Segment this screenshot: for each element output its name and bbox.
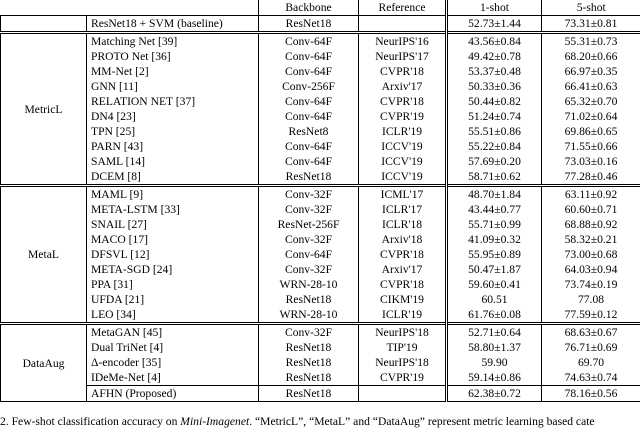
backbone-cell: ResNet18 bbox=[259, 355, 359, 370]
method-cell: MAML [9] bbox=[87, 186, 259, 203]
caption-prefix: 2. Few-shot classification accuracy on bbox=[0, 415, 181, 428]
one-shot-cell: 53.37±0.48 bbox=[447, 64, 542, 79]
five-shot-cell: 73.74±0.19 bbox=[542, 277, 640, 292]
method-cell: Δ-encoder [35] bbox=[87, 355, 259, 370]
method-cell: UFDA [21] bbox=[87, 292, 259, 307]
reference-cell: ICCV'19 bbox=[359, 154, 447, 169]
one-shot-cell: 61.76±0.08 bbox=[447, 307, 542, 324]
reference-cell: CVPR'19 bbox=[359, 109, 447, 124]
group-label-metal: MetaL bbox=[1, 186, 87, 324]
one-shot-cell: 49.42±0.78 bbox=[447, 49, 542, 64]
reference-cell: ICLR'19 bbox=[359, 307, 447, 324]
five-shot-cell: 68.20±0.66 bbox=[542, 49, 640, 64]
backbone-cell: ResNet18 bbox=[259, 340, 359, 355]
one-shot-cell: 55.22±0.84 bbox=[447, 139, 542, 154]
one-shot-cell: 59.90 bbox=[447, 355, 542, 370]
reference-cell: CVPR'18 bbox=[359, 94, 447, 109]
five-shot-cell: 71.02±0.64 bbox=[542, 109, 640, 124]
five-shot-cell: 64.03±0.94 bbox=[542, 262, 640, 277]
five-shot-cell: 60.60±0.71 bbox=[542, 202, 640, 217]
reference-cell: ICLR'19 bbox=[359, 124, 447, 139]
caption-suffix: . “MetricL”, “MetaL” and “DataAug” represent metric learning based cate bbox=[249, 415, 595, 428]
method-cell: TPN [25] bbox=[87, 124, 259, 139]
one-shot-cell: 59.60±0.41 bbox=[447, 277, 542, 292]
header-row bbox=[1, 0, 640, 16]
one-shot-cell: 55.71±0.99 bbox=[447, 217, 542, 232]
five-shot-cell: 73.00±0.68 bbox=[542, 247, 640, 262]
backbone-cell: Conv-32F bbox=[259, 202, 359, 217]
method-cell: META-SGD [24] bbox=[87, 262, 259, 277]
method-cell: PROTO Net [36] bbox=[87, 49, 259, 64]
method-cell: IDeMe-Net [4] bbox=[87, 370, 259, 386]
table-row bbox=[1, 307, 640, 324]
table-row bbox=[1, 49, 640, 64]
one-shot-cell: 51.24±0.74 bbox=[447, 109, 542, 124]
method-cell: SNAIL [27] bbox=[87, 217, 259, 232]
table-row bbox=[1, 139, 640, 154]
backbone-cell: Conv-64F bbox=[259, 49, 359, 64]
header-cell-backbone: Backbone bbox=[259, 0, 359, 16]
backbone-cell: ResNet8 bbox=[259, 124, 359, 139]
one-shot-cell: 55.51±0.86 bbox=[447, 124, 542, 139]
method-cell: PARN [43] bbox=[87, 139, 259, 154]
table-row bbox=[1, 33, 640, 50]
method-cell: AFHN (Proposed) bbox=[87, 386, 259, 402]
one-shot-cell: 55.95±0.89 bbox=[447, 247, 542, 262]
reference-cell: Arxiv'18 bbox=[359, 232, 447, 247]
five-shot-cell: 77.08 bbox=[542, 292, 640, 307]
backbone-cell: Conv-256F bbox=[259, 79, 359, 94]
reference-cell: NeurIPS'18 bbox=[359, 355, 447, 370]
method-cell: LEO [34] bbox=[87, 307, 259, 324]
method-cell: SAML [14] bbox=[87, 154, 259, 169]
group-label-metricl: MetricL bbox=[1, 33, 87, 186]
table-row bbox=[1, 340, 640, 355]
reference-cell bbox=[359, 386, 447, 402]
five-shot-cell: 69.86±0.65 bbox=[542, 124, 640, 139]
backbone-cell: ResNet18 bbox=[259, 370, 359, 386]
table-row bbox=[1, 324, 640, 341]
method-cell: GNN [11] bbox=[87, 79, 259, 94]
header-cell-1shot: 1-shot bbox=[447, 0, 542, 16]
one-shot-cell: 48.70±1.84 bbox=[447, 186, 542, 203]
one-shot-cell: 52.71±0.64 bbox=[447, 324, 542, 341]
table-row bbox=[1, 94, 640, 109]
one-shot-cell: 58.71±0.62 bbox=[447, 169, 542, 186]
backbone-cell: Conv-32F bbox=[259, 232, 359, 247]
one-shot-cell: 50.44±0.82 bbox=[447, 94, 542, 109]
reference-cell: ICLR'18 bbox=[359, 217, 447, 232]
five-shot-cell: 78.16±0.56 bbox=[542, 386, 640, 402]
group-cell-empty bbox=[1, 16, 87, 33]
one-shot-cell: 52.73±1.44 bbox=[447, 16, 542, 33]
header-cell-5shot: 5-shot bbox=[542, 0, 640, 16]
method-cell: DN4 [23] bbox=[87, 109, 259, 124]
reference-cell: NeurIPS'18 bbox=[359, 324, 447, 341]
reference-cell: CIKM'19 bbox=[359, 292, 447, 307]
backbone-cell: ResNet18 bbox=[259, 169, 359, 186]
five-shot-cell: 55.31±0.73 bbox=[542, 33, 640, 50]
table-row bbox=[1, 292, 640, 307]
five-shot-cell: 73.31±0.81 bbox=[542, 16, 640, 33]
five-shot-cell: 66.41±0.63 bbox=[542, 79, 640, 94]
one-shot-cell: 62.38±0.72 bbox=[447, 386, 542, 402]
reference-cell: NeurIPS'16 bbox=[359, 33, 447, 50]
five-shot-cell: 74.63±0.74 bbox=[542, 370, 640, 386]
reference-cell: Arxiv'17 bbox=[359, 262, 447, 277]
five-shot-cell: 63.11±0.92 bbox=[542, 186, 640, 203]
method-cell: Matching Net [39] bbox=[87, 33, 259, 50]
one-shot-cell: 60.51 bbox=[447, 292, 542, 307]
reference-cell: ICCV'19 bbox=[359, 139, 447, 154]
backbone-cell: Conv-64F bbox=[259, 94, 359, 109]
table-row bbox=[1, 370, 640, 386]
five-shot-cell: 69.70 bbox=[542, 355, 640, 370]
table-caption bbox=[0, 415, 640, 428]
header-cell-method bbox=[87, 0, 259, 16]
reference-cell: ICML'17 bbox=[359, 186, 447, 203]
header-cell-group bbox=[1, 0, 87, 16]
reference-cell bbox=[359, 16, 447, 33]
table-row bbox=[1, 109, 640, 124]
backbone-cell: Conv-64F bbox=[259, 139, 359, 154]
five-shot-cell: 76.71±0.69 bbox=[542, 340, 640, 355]
backbone-cell: ResNet-256F bbox=[259, 217, 359, 232]
backbone-cell: Conv-64F bbox=[259, 33, 359, 50]
reference-cell: TIP'19 bbox=[359, 340, 447, 355]
reference-cell: CVPR'18 bbox=[359, 64, 447, 79]
method-cell: ResNet18 + SVM (baseline) bbox=[87, 16, 259, 33]
one-shot-cell: 58.80±1.37 bbox=[447, 340, 542, 355]
method-cell: DFSVL [12] bbox=[87, 247, 259, 262]
backbone-cell: Conv-32F bbox=[259, 262, 359, 277]
table-row bbox=[1, 154, 640, 169]
table-row bbox=[1, 232, 640, 247]
proposed-row bbox=[1, 386, 640, 402]
method-cell: MACO [17] bbox=[87, 232, 259, 247]
one-shot-cell: 57.69±0.20 bbox=[447, 154, 542, 169]
backbone-cell: Conv-32F bbox=[259, 324, 359, 341]
five-shot-cell: 68.63±0.67 bbox=[542, 324, 640, 341]
one-shot-cell: 50.33±0.36 bbox=[447, 79, 542, 94]
group-label-dataaug: DataAug bbox=[1, 324, 87, 402]
backbone-cell: Conv-64F bbox=[259, 247, 359, 262]
five-shot-cell: 77.59±0.12 bbox=[542, 307, 640, 324]
backbone-cell: Conv-32F bbox=[259, 186, 359, 203]
table-row bbox=[1, 355, 640, 370]
table-row bbox=[1, 262, 640, 277]
reference-cell: CVPR'18 bbox=[359, 247, 447, 262]
five-shot-cell: 71.55±0.66 bbox=[542, 139, 640, 154]
backbone-cell: WRN-28-10 bbox=[259, 277, 359, 292]
method-cell: META-LSTM [33] bbox=[87, 202, 259, 217]
method-cell: Dual TriNet [4] bbox=[87, 340, 259, 355]
five-shot-cell: 68.88±0.92 bbox=[542, 217, 640, 232]
baseline-row bbox=[1, 16, 640, 33]
five-shot-cell: 77.28±0.46 bbox=[542, 169, 640, 186]
reference-cell: NeurIPS'17 bbox=[359, 49, 447, 64]
backbone-cell: Conv-64F bbox=[259, 64, 359, 79]
method-cell: DCEM [8] bbox=[87, 169, 259, 186]
reference-cell: ICCV'19 bbox=[359, 169, 447, 186]
table-row bbox=[1, 277, 640, 292]
five-shot-cell: 65.32±0.70 bbox=[542, 94, 640, 109]
table-row bbox=[1, 169, 640, 186]
method-cell: MM-Net [2] bbox=[87, 64, 259, 79]
table-row bbox=[1, 64, 640, 79]
table-body bbox=[1, 16, 640, 402]
backbone-cell: Conv-64F bbox=[259, 154, 359, 169]
reference-cell: Arxiv'17 bbox=[359, 79, 447, 94]
table-row bbox=[1, 217, 640, 232]
one-shot-cell: 43.44±0.77 bbox=[447, 202, 542, 217]
one-shot-cell: 41.09±0.32 bbox=[447, 232, 542, 247]
backbone-cell: WRN-28-10 bbox=[259, 307, 359, 324]
one-shot-cell: 50.47±1.87 bbox=[447, 262, 542, 277]
reference-cell: CVPR'18 bbox=[359, 277, 447, 292]
one-shot-cell: 59.14±0.86 bbox=[447, 370, 542, 386]
table-row bbox=[1, 79, 640, 94]
reference-cell: ICLR'17 bbox=[359, 202, 447, 217]
method-cell: PPA [31] bbox=[87, 277, 259, 292]
one-shot-cell: 43.56±0.84 bbox=[447, 33, 542, 50]
header-cell-reference: Reference bbox=[359, 0, 447, 16]
caption-dataset: Mini-Imagenet bbox=[180, 415, 250, 428]
reference-cell: CVPR'19 bbox=[359, 370, 447, 386]
method-cell: MetaGAN [45] bbox=[87, 324, 259, 341]
five-shot-cell: 58.32±0.21 bbox=[542, 232, 640, 247]
table-row bbox=[1, 124, 640, 139]
backbone-cell: Conv-64F bbox=[259, 109, 359, 124]
backbone-cell: ResNet18 bbox=[259, 16, 359, 33]
table-row bbox=[1, 186, 640, 203]
five-shot-cell: 73.03±0.16 bbox=[542, 154, 640, 169]
table-row bbox=[1, 247, 640, 262]
table-row bbox=[1, 202, 640, 217]
backbone-cell: ResNet18 bbox=[259, 386, 359, 402]
five-shot-cell: 66.97±0.35 bbox=[542, 64, 640, 79]
method-cell: RELATION NET [37] bbox=[87, 94, 259, 109]
backbone-cell: ResNet18 bbox=[259, 292, 359, 307]
